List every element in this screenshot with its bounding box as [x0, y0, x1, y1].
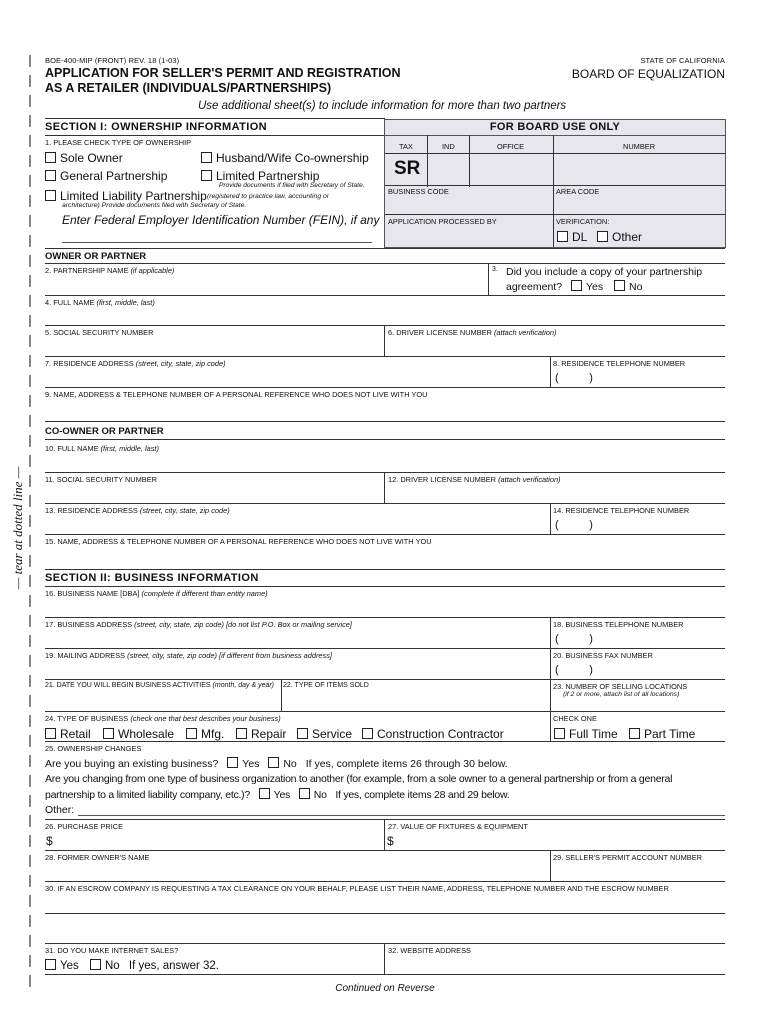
field-8[interactable]: 8. RESIDENCE TELEPHONE NUMBER — [553, 359, 686, 368]
option-full-time[interactable]: Full Time — [554, 727, 618, 741]
footer-continued: Continued on Reverse — [335, 983, 435, 994]
field-20[interactable]: 20. BUSINESS FAX NUMBER — [553, 651, 653, 660]
fein-label: Enter Federal Employer Identification Number (FEIN), if any — [62, 213, 380, 227]
option-service[interactable]: Service — [297, 727, 352, 741]
buying-no-checkbox[interactable] — [268, 757, 279, 768]
board-area-code: AREA CODE — [556, 187, 600, 196]
field-27[interactable]: 27. VALUE OF FIXTURES & EQUIPMENT — [388, 822, 528, 831]
changing-no-checkbox[interactable] — [299, 788, 310, 799]
field-18-paren: ( ) — [555, 633, 593, 645]
option-limited-partnership[interactable]: Limited Partnership — [201, 169, 319, 183]
field-22[interactable]: 22. TYPE OF ITEMS SOLD — [283, 682, 369, 689]
field-32[interactable]: 32. WEBSITE ADDRESS — [388, 946, 471, 955]
option-mfg[interactable]: Mfg. — [186, 727, 224, 741]
section2-title: SECTION II: BUSINESS INFORMATION — [45, 572, 259, 584]
checkbox[interactable] — [236, 728, 247, 739]
field-25: 25. OWNERSHIP CHANGES — [45, 744, 142, 753]
form-title-line1: APPLICATION FOR SELLER'S PERMIT AND REGISTRATION — [45, 66, 401, 80]
changing-yes-checkbox[interactable] — [259, 788, 270, 799]
q-buying: Are you buying an existing business? Yes No If yes, complete items 26 through 30 below. — [45, 758, 508, 770]
item1-label: 1. PLEASE CHECK TYPE OF OWNERSHIP — [45, 138, 192, 147]
agreement-no-checkbox[interactable] — [614, 280, 625, 291]
field-18[interactable]: 18. BUSINESS TELEPHONE NUMBER — [553, 620, 684, 629]
board-ind: IND — [442, 142, 455, 151]
field-6[interactable]: 6. DRIVER LICENSE NUMBER (attach verification) — [388, 328, 557, 337]
checkbox[interactable] — [45, 170, 56, 181]
field-21[interactable]: 21. DATE YOU WILL BEGIN BUSINESS ACTIVITIES (month, day & year) — [45, 682, 275, 689]
field-30[interactable]: 30. IF AN ESCROW COMPANY IS REQUESTING A TAX CLEARANCE ON YOUR BEHALF, PLEASE LIST THEIR NAME, ADDRESS, TELEPHONE NUMBER AND THE ESCROW NUMBER — [45, 884, 669, 893]
lp-note: Provide documents if filed with Secretary of State. — [219, 182, 365, 189]
checkbox[interactable] — [362, 728, 373, 739]
board-verification: VERIFICATION: — [556, 217, 610, 226]
checkbox[interactable] — [297, 728, 308, 739]
field-26-dollar: $ — [46, 834, 53, 848]
tear-line — [0, 0, 34, 1000]
field-23-note: (if 2 or more, attach list of all locations) — [563, 691, 680, 698]
internet-yes-checkbox[interactable] — [45, 959, 56, 970]
checkbox[interactable] — [103, 728, 114, 739]
field-3-q1: Did you include a copy of your partnership — [506, 266, 703, 278]
field-8-paren: ( ) — [555, 372, 593, 384]
board-tax: TAX — [399, 142, 413, 151]
option-construction[interactable]: Construction Contractor — [362, 727, 504, 741]
owner-title: OWNER OR PARTNER — [45, 251, 147, 262]
board-office: OFFICE — [497, 142, 525, 151]
field-2[interactable]: 2. PARTNERSHIP NAME (if applicable) — [45, 266, 175, 275]
buying-yes-checkbox[interactable] — [227, 757, 238, 768]
checkbox[interactable] — [201, 152, 212, 163]
option-wholesale[interactable]: Wholesale — [103, 727, 174, 741]
field-15[interactable]: 15. NAME, ADDRESS & TELEPHONE NUMBER OF A PERSONAL REFERENCE WHO DOES NOT LIVE WITH YOU — [45, 537, 432, 546]
internet-no-checkbox[interactable] — [90, 959, 101, 970]
field-11[interactable]: 11. SOCIAL SECURITY NUMBER — [45, 475, 157, 484]
field-20-paren: ( ) — [555, 664, 593, 676]
board-use-only-box — [384, 119, 726, 248]
field-14[interactable]: 14. RESIDENCE TELEPHONE NUMBER — [553, 506, 690, 515]
field-16[interactable]: 16. BUSINESS NAME [DBA] (complete if different than entity name) — [45, 589, 268, 598]
check-one-label: CHECK ONE — [553, 714, 597, 723]
checkbox[interactable] — [554, 728, 565, 739]
state-label: STATE OF CALIFORNIA — [640, 56, 725, 65]
other-input-line[interactable] — [78, 815, 725, 816]
checkbox[interactable] — [629, 728, 640, 739]
field-7[interactable]: 7. RESIDENCE ADDRESS (street, city, state, zip code) — [45, 359, 226, 368]
checkbox[interactable] — [201, 170, 212, 181]
tear-text: — tear at dotted line — — [10, 466, 25, 590]
form-title-line2: AS A RETAILER (INDIVIDUALS/PARTNERSHIPS) — [45, 81, 332, 95]
board-sr: SR — [394, 158, 421, 179]
field-28[interactable]: 28. FORMER OWNER'S NAME — [45, 853, 150, 862]
agency-label: BOARD OF EQUALIZATION — [571, 67, 725, 81]
fein-input-line[interactable] — [62, 242, 372, 243]
section1-title: SECTION I: OWNERSHIP INFORMATION — [45, 121, 268, 133]
field-17[interactable]: 17. BUSINESS ADDRESS (street, city, state, zip code) [do not list P.O. Box or mailing service] — [45, 620, 352, 629]
field-26[interactable]: 26. PURCHASE PRICE — [45, 822, 124, 831]
option-llp[interactable]: Limited Liability Partnership — [45, 189, 207, 203]
board-dl[interactable]: DL — [557, 230, 587, 244]
option-husband-wife[interactable]: Husband/Wife Co-ownership — [201, 151, 369, 165]
q-changing-1: Are you changing from one type of business organization to another (for example, from a sole owner to a general partnership or from a general — [45, 773, 673, 785]
field-29[interactable]: 29. SELLER'S PERMIT ACCOUNT NUMBER — [553, 853, 702, 862]
field-13[interactable]: 13. RESIDENCE ADDRESS (street, city, state, zip code) — [45, 506, 230, 515]
board-number: NUMBER — [623, 142, 656, 151]
field-31: 31. DO YOU MAKE INTERNET SALES? — [45, 946, 179, 955]
checkbox[interactable] — [186, 728, 197, 739]
llp-note1: (registered to practice law, accounting or — [207, 193, 330, 200]
field-19[interactable]: 19. MAILING ADDRESS (street, city, state, zip code) [if different from business address] — [45, 651, 332, 660]
board-title: FOR BOARD USE ONLY — [385, 120, 725, 136]
field-24: 24. TYPE OF BUSINESS (check one that best describes your business) — [45, 714, 281, 723]
partners-note: Use additional sheet(s) to include information for more than two partners — [198, 100, 567, 112]
field-3-q2: agreement? Yes No — [506, 281, 643, 293]
field-14-paren: ( ) — [555, 519, 593, 531]
option-repair[interactable]: Repair — [236, 727, 286, 741]
field-5[interactable]: 5. SOCIAL SECURITY NUMBER — [45, 328, 154, 337]
checkbox[interactable] — [45, 152, 56, 163]
board-business-code: BUSINESS CODE — [388, 187, 449, 196]
option-sole-owner[interactable]: Sole Owner — [45, 151, 123, 165]
field-3-num: 3. — [492, 266, 498, 273]
option-general-partnership[interactable]: General Partnership — [45, 169, 167, 183]
checkbox[interactable] — [45, 190, 56, 201]
checkbox[interactable] — [557, 231, 568, 242]
field-9[interactable]: 9. NAME, ADDRESS & TELEPHONE NUMBER OF A PERSONAL REFERENCE WHO DOES NOT LIVE WITH YOU — [45, 390, 428, 399]
form-code: BOE-400-MIP (FRONT) REV. 18 (1-03) — [45, 56, 180, 65]
option-part-time[interactable]: Part Time — [629, 727, 695, 741]
checkbox[interactable] — [597, 231, 608, 242]
option-retail[interactable]: Retail — [45, 727, 91, 741]
checkbox[interactable] — [45, 728, 56, 739]
internet-sales-answer: Yes No If yes, answer 32. — [45, 959, 219, 972]
q-changing-2: partnership to a limited liability company, etc.)? Yes No If yes, complete items 28 and 29 below. — [45, 789, 510, 801]
agreement-yes-checkbox[interactable] — [571, 280, 582, 291]
field-23[interactable]: 23. NUMBER OF SELLING LOCATIONS — [553, 682, 688, 691]
field-27-dollar: $ — [387, 834, 394, 848]
field-12[interactable]: 12. DRIVER LICENSE NUMBER (attach verification) — [388, 475, 561, 484]
llp-note2: architecture) Provide documents filed with Secretary of State. — [62, 202, 247, 209]
board-other[interactable]: Other — [597, 230, 642, 244]
other-label: Other: — [45, 804, 75, 816]
field-4[interactable]: 4. FULL NAME (first, middle, last) — [45, 298, 155, 307]
field-10[interactable]: 10. FULL NAME (first, middle, last) — [45, 444, 159, 453]
coowner-title: CO-OWNER OR PARTNER — [45, 426, 164, 437]
board-app-processed: APPLICATION PROCESSED BY — [388, 217, 497, 226]
